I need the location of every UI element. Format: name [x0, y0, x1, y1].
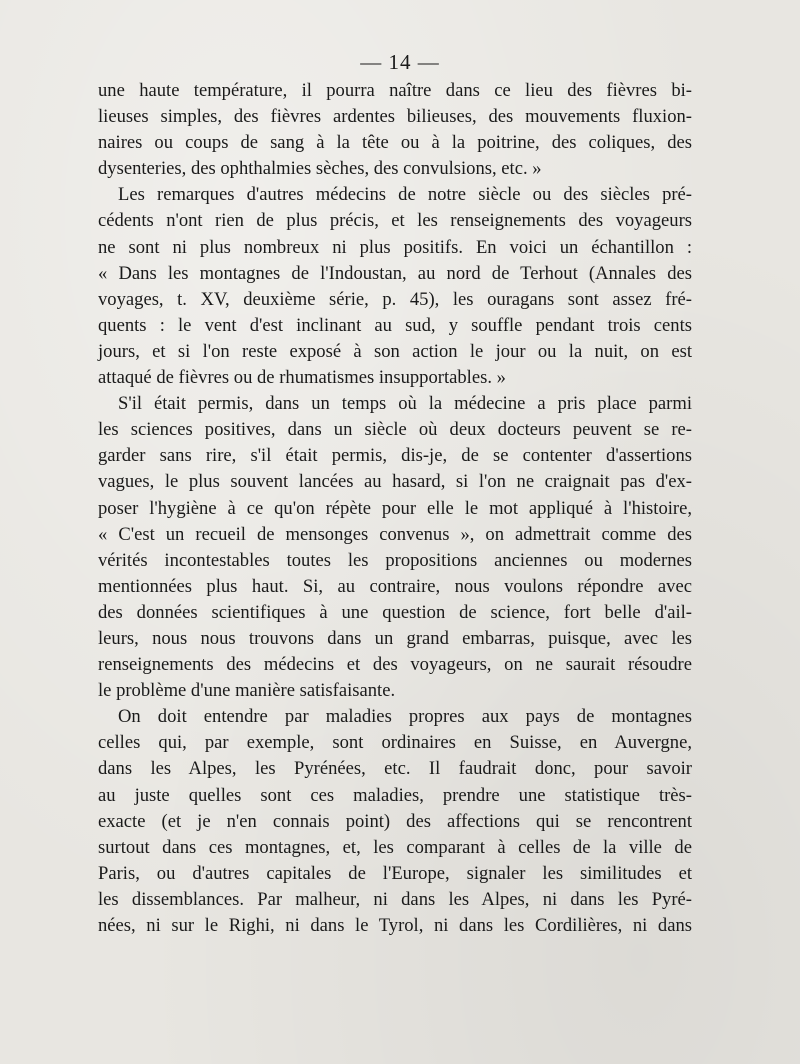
text-line: ne sont ni plus nombreux ni plus positifs. En voici un échantillon :	[98, 236, 692, 258]
text-line: jours, et si l'on reste exposé à son action le jour ou la nuit, on est	[98, 340, 692, 362]
text-line: renseignements des médecins et des voyageurs, on ne saurait résoudre	[98, 654, 692, 676]
body-text	[98, 78, 692, 939]
text-line: dysenteries, des ophthalmies sèches, des convulsions, etc. »	[98, 158, 542, 180]
text-line: des données scientifiques à une question de science, fort belle d'ail-	[98, 601, 692, 623]
text-line: le problème d'une manière satisfaisante.	[98, 680, 396, 702]
text-line: nées, ni sur le Righi, ni dans le Tyrol, ni dans les Cordilières, ni dans	[98, 915, 692, 936]
text-line: exacte (et je n'en connais point) des affections qui se rencontrent	[98, 810, 692, 832]
text-line: S'il était permis, dans un temps où la médecine a pris place parmi	[118, 393, 692, 415]
text-line: On doit entendre par maladies propres aux pays de montagnes	[118, 706, 692, 728]
text-line: une haute température, il pourra naître dans ce lieu des fièvres bi-	[98, 80, 692, 101]
text-line: vagues, le plus souvent lancées au hasard, si l'on ne craignait pas d'ex-	[98, 471, 692, 493]
text-line: cédents n'ont rien de plus précis, et les renseignements des voyageurs	[98, 210, 692, 232]
text-line: Paris, ou d'autres capitales de l'Europe, signaler les similitudes et	[98, 862, 692, 884]
text-line: Les remarques d'autres médecins de notre siècle ou des siècles pré-	[118, 184, 692, 206]
text-line: leurs, nous nous trouvons dans un grand embarras, puisque, avec les	[98, 627, 692, 649]
text-line: surtout dans ces montagnes, et, les comparant à celles de la ville de	[98, 836, 692, 858]
text-line: garder sans rire, s'il était permis, dis-je, de se contenter d'assertions	[98, 445, 692, 467]
text-line: dans les Alpes, les Pyrénées, etc. Il faudrait donc, pour savoir	[98, 758, 692, 780]
text-line: celles qui, par exemple, sont ordinaires en Suisse, en Auvergne,	[98, 732, 692, 754]
text-line: les dissemblances. Par malheur, ni dans les Alpes, ni dans les Pyré-	[98, 888, 692, 910]
text-line: lieuses simples, des fièvres ardentes bilieuses, des mouvements fluxion-	[98, 106, 692, 128]
page-number: — 14 —	[360, 50, 440, 74]
text-line: « Dans les montagnes de l'Indoustan, au nord de Terhout (Annales des	[98, 262, 692, 284]
text-line: attaqué de fièvres ou de rhumatismes insupportables. »	[98, 367, 506, 389]
text-line: naires ou coups de sang à la tête ou à la poitrine, des coliques, des	[98, 132, 692, 154]
text-line: vérités incontestables toutes les propositions anciennes ou modernes	[98, 549, 692, 571]
text-line: quents : le vent d'est inclinant au sud, y souffle pendant trois cents	[98, 314, 692, 336]
text-line: les sciences positives, dans un siècle où deux docteurs peuvent se re-	[98, 419, 692, 441]
text-line: « C'est un recueil de mensonges convenus », on admettrait comme des	[98, 523, 692, 545]
text-line: poser l'hygiène à ce qu'on répète pour elle le mot appliqué à l'histoire,	[98, 497, 692, 519]
text-line: mentionnées plus haut. Si, au contraire, nous voulons répondre avec	[98, 575, 692, 597]
text-line: voyages, t. XV, deuxième série, p. 45), les ouragans sont assez fré-	[98, 288, 692, 310]
text-line: au juste quelles sont ces maladies, prendre une statistique très-	[98, 784, 692, 806]
